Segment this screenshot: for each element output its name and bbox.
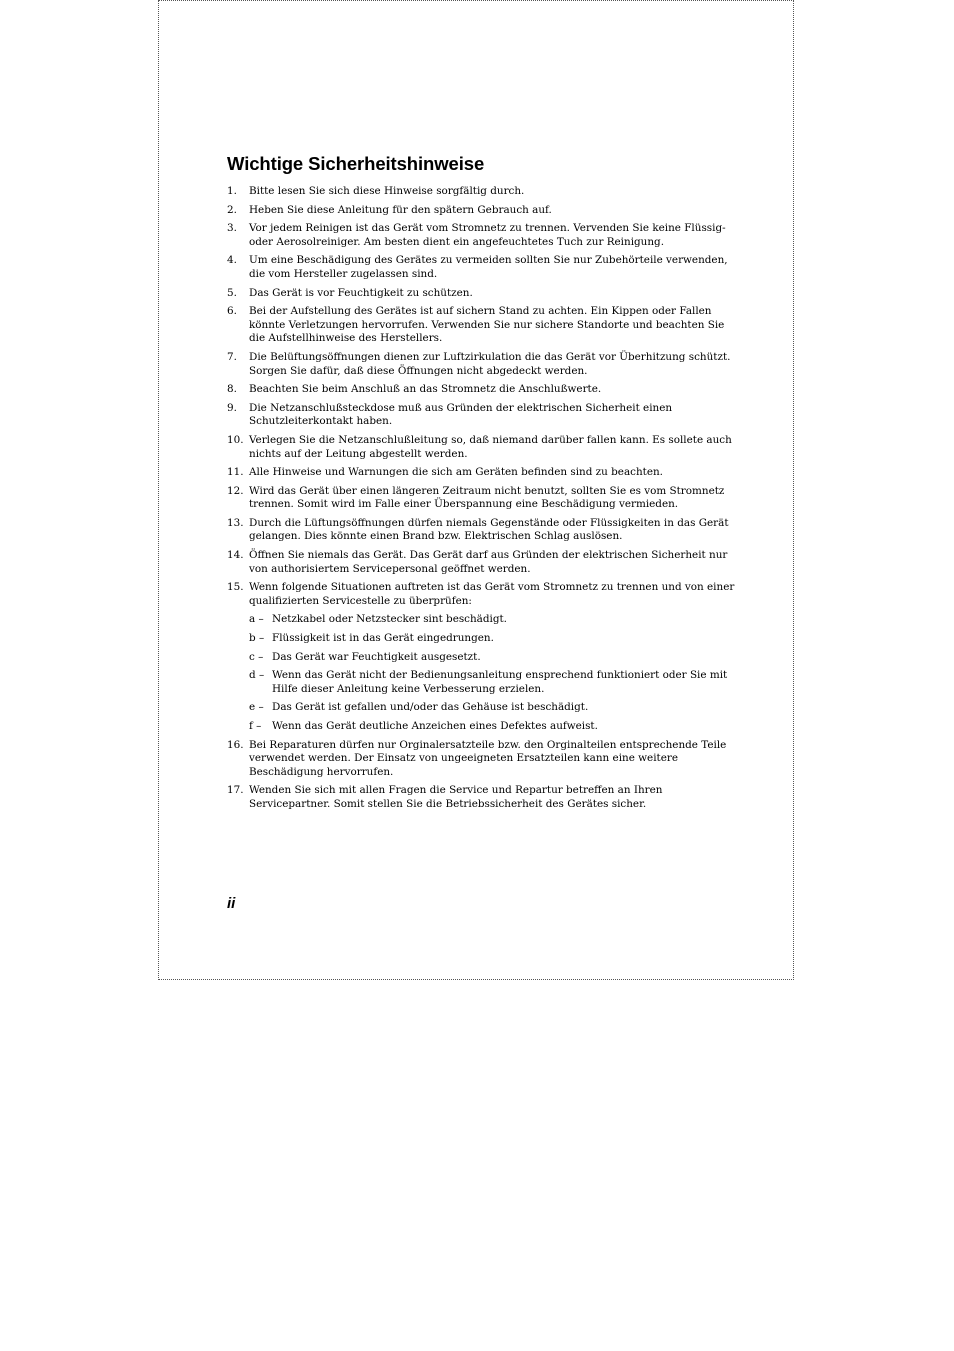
item-number: 1.: [227, 185, 237, 197]
item-text: Öffnen Sie niemals das Gerät. Das Gerät darf aus Gründen der elektrischen Sicherheit nur von authorisiertem Servicepersonal geöffnet werden.: [249, 549, 728, 575]
item-text: Bitte lesen Sie sich diese Hinweise sorgfältig durch.: [249, 185, 525, 197]
item-text: Wenn folgende Situationen auftreten ist das Gerät vom Stromnetz zu trennen und von einer qualifizierten Servicestelle zu überprüfen:: [249, 581, 735, 607]
sub-item-text: Flüssigkeit ist in das Gerät eingedrungen.: [272, 632, 494, 645]
sub-item-c: [249, 651, 737, 665]
item-number: 2.: [227, 203, 237, 216]
list-item-5: [227, 287, 737, 301]
sub-item-d: [249, 669, 737, 696]
sub-item-text: Das Gerät ist gefallen und/oder das Gehäuse ist beschädigt.: [272, 701, 589, 714]
item-number: 8.: [227, 383, 237, 396]
list-item-14: [227, 549, 737, 576]
list-item-8: [227, 383, 737, 397]
item-text: Alle Hinweise und Warnungen die sich am Geräten befinden sind zu beachten.: [249, 466, 663, 479]
item-number: 9.: [227, 401, 237, 414]
sub-list: [249, 613, 737, 733]
item-text: Bei Reparaturen dürfen nur Orginalersatzteile bzw. den Orginalteilen entsprechende Teile verwendet werden. Der Einsatz von ungeeigneten Ersatzteilen kann eine weitere Beschädigung hervorrufen.: [249, 738, 727, 778]
safety-list: [227, 185, 737, 812]
item-number: 10.: [227, 433, 244, 446]
item-number: 11.: [227, 466, 244, 479]
list-item-9: [227, 402, 737, 429]
sub-item-letter: a –: [249, 613, 264, 626]
list-item-1: [227, 185, 737, 199]
sub-item-letter: c –: [249, 650, 264, 663]
document-content: [227, 152, 737, 817]
list-item-13: [227, 517, 737, 544]
list-item-15: [227, 581, 737, 733]
item-number: 12.: [227, 484, 244, 497]
item-number: 4.: [227, 254, 237, 267]
item-text: Um eine Beschädigung des Gerätes zu vermeiden sollten Sie nur Zubehörteile verwenden, die vom Hersteller zugelassen sind.: [249, 254, 728, 280]
item-text: Das Gerät is vor Feuchtigkeit zu schützen.: [249, 286, 473, 299]
item-number: 14.: [227, 549, 244, 562]
list-item-10: [227, 434, 737, 461]
item-text: Beachten Sie beim Anschluß an das Stromnetz die Anschlußwerte.: [249, 383, 602, 396]
sub-item-text: Wenn das Gerät deutliche Anzeichen eines Defektes aufweist.: [272, 720, 598, 732]
item-text: Durch die Lüftungsöffnungen dürfen niemals Gegenstände oder Flüssigkeiten in das Gerät gelangen. Dies könnte einen Brand bzw. Elektrischen Schlag auslösen.: [249, 516, 729, 543]
item-text: Verlegen Sie die Netzanschlußleitung so, daß niemand darüber fallen kann. Es sollete auch nichts auf der Leitung abgestellt werden.: [249, 433, 732, 460]
item-text: Bei der Aufstellung des Gerätes ist auf sichern Stand zu achten. Ein Kippen oder Fallen könnte Verletzungen hervorrufen. Verwenden Sie nur sichere Standorte und beachten Sie die Aufstellhinweise des Herstellers.: [249, 305, 725, 345]
list-item-6: [227, 305, 737, 346]
sub-item-letter: b –: [249, 632, 265, 645]
list-item-16: [227, 739, 737, 780]
list-item-3: [227, 222, 737, 249]
item-number: 6.: [227, 305, 237, 318]
sub-item-letter: e –: [249, 701, 264, 714]
item-text: Wird das Gerät über einen längeren Zeitraum nicht benutzt, sollten Sie es vom Stromnetz trennen. Somit wird im Falle einer Überspannung eine Beschädigung vermieden.: [249, 484, 725, 511]
item-number: 15.: [227, 581, 244, 594]
item-number: 16.: [227, 738, 244, 751]
sub-item-b: [249, 632, 737, 646]
item-number: 17.: [227, 784, 244, 797]
sub-item-text: Netzkabel oder Netzstecker sint beschädigt.: [272, 613, 507, 626]
sub-item-a: [249, 613, 737, 627]
page-title: Wichtige Sicherheitshinweise: [227, 153, 485, 174]
item-text: Die Belüftungsöffnungen dienen zur Luftzirkulation die das Gerät vor Überhitzung schützt. Sorgen Sie dafür, daß diese Öffnungen nicht abgedeckt werden.: [249, 350, 731, 377]
list-item-12: [227, 485, 737, 512]
sub-item-text: Wenn das Gerät nicht der Bedienungsanleitung ensprechend funktioniert oder Sie mit Hilfe dieser Anleitung keine Verbesserung erzielen.: [272, 669, 728, 695]
sub-item-letter: f –: [249, 720, 262, 732]
sub-item-letter: d –: [249, 669, 265, 682]
item-text: Wenden Sie sich mit allen Fragen die Service und Repartur betreffen an Ihren Servicepartner. Somit stellen Sie die Betriebssicherheit des Gerätes sicher.: [249, 784, 663, 810]
item-text: Heben Sie diese Anleitung für den spätern Gebrauch auf.: [249, 203, 552, 216]
item-number: 13.: [227, 516, 244, 529]
list-item-4: [227, 254, 737, 281]
item-text: Vor jedem Reinigen ist das Gerät vom Stromnetz zu trennen. Vervenden Sie keine Flüssig- oder Aerosolreiniger. Am besten dient ein angefeuchtetes Tuch zur Reinigung.: [249, 222, 726, 248]
sub-item-text: Das Gerät war Feuchtigkeit ausgesetzt.: [272, 650, 481, 663]
list-item-2: [227, 204, 737, 218]
sub-item-e: [249, 701, 737, 715]
page-number: ii: [227, 895, 236, 912]
list-item-17: [227, 784, 737, 811]
item-number: 7.: [227, 350, 237, 363]
sub-item-f: [249, 720, 737, 734]
list-item-11: [227, 466, 737, 480]
list-item-7: [227, 351, 737, 378]
item-text: Die Netzanschlußsteckdose muß aus Gründen der elektrischen Sicherheit einen Schutzleiterkontakt haben.: [249, 401, 673, 428]
item-number: 5.: [227, 286, 237, 299]
item-number: 3.: [227, 222, 237, 235]
